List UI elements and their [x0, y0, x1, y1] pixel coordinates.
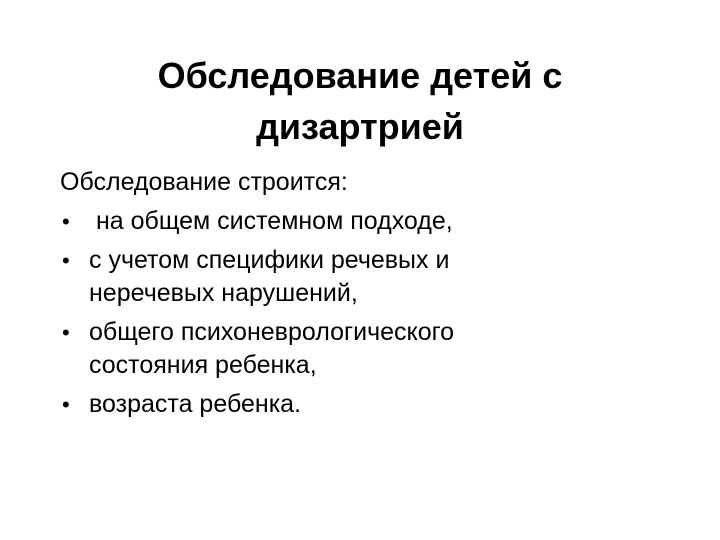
bullet-text — [89, 244, 660, 310]
bullet-icon: • — [62, 248, 70, 273]
bullet-icon: • — [62, 209, 70, 234]
bullet-list — [60, 205, 660, 421]
bullet-line: общего психоневрологического — [89, 318, 455, 346]
bullet-line: неречевых нарушений, — [89, 279, 358, 307]
bullet-line: возраста ребенка. — [89, 390, 302, 418]
bullet-line: состояния ребенка, — [89, 351, 317, 379]
bullet-item — [60, 388, 660, 421]
title-line: дизартрией — [256, 106, 464, 147]
bullet-icon: • — [62, 320, 70, 345]
bullet-text — [89, 388, 660, 421]
intro-text: Обследование строится: — [60, 168, 348, 196]
bullet-line: с учетом специфики речевых и — [89, 246, 450, 274]
bullet-item — [60, 244, 660, 310]
slide-title — [60, 50, 660, 152]
bullet-icon: • — [62, 392, 70, 417]
bullet-item — [60, 205, 660, 238]
bullet-text — [89, 205, 660, 238]
title-line: Обследование детей с — [157, 55, 563, 96]
bullet-line: на общем системном подходе, — [89, 207, 453, 235]
bullet-text — [89, 316, 660, 382]
bullet-item — [60, 316, 660, 382]
slide-body — [60, 166, 660, 427]
